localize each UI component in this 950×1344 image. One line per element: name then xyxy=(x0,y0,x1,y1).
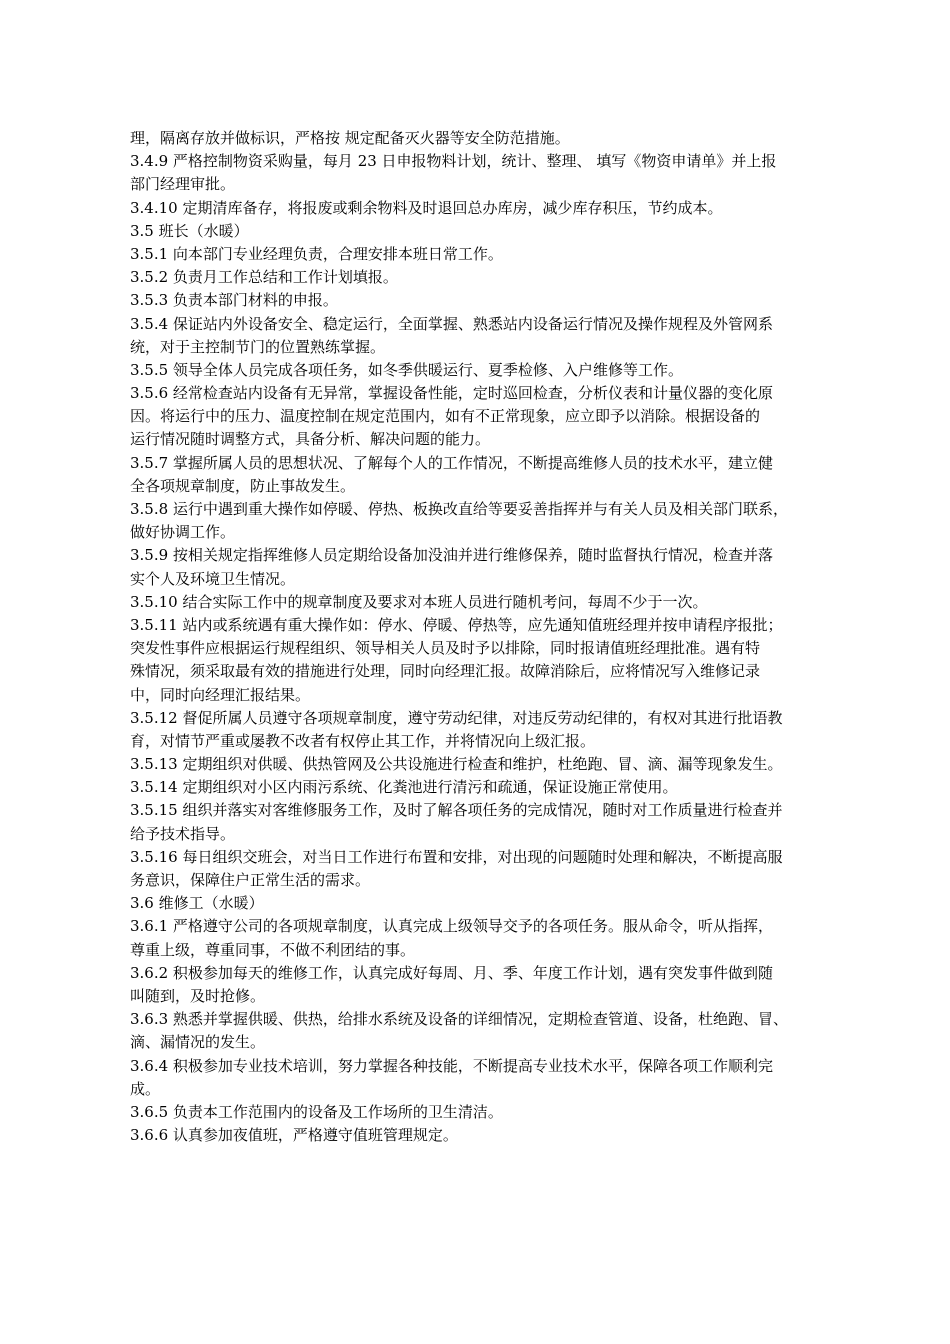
text-line: 运行情况随时调整方式，具备分析、解决问题的能力。 xyxy=(130,430,491,449)
text-line: 统，对于主控制节门的位置熟练掌握。 xyxy=(130,337,386,356)
text-line: 3.6.5 负责本工作范围内的设备及工作场所的卫生清洁。 xyxy=(130,1102,503,1121)
text-line: 3.5.14 定期组织对小区内雨污系统、化粪池进行清污和疏通，保证设施正常使用。 xyxy=(130,778,678,797)
text-line: 3.5 班长（水暖） xyxy=(130,221,249,240)
text-line: 实个人及环境卫生情况。 xyxy=(130,569,296,588)
text-line: 3.5.13 定期组织对供暖、供热管网及公共设施进行检查和维护，杜绝跑、冒、滴、漏等现象发生。 xyxy=(130,755,783,774)
text-line: 叫随到，及时抢修。 xyxy=(130,986,266,1005)
text-line: 做好协调工作。 xyxy=(130,523,236,542)
text-line: 3.5.5 领导全体人员完成各项任务，如冬季供暖运行、夏季检修、入户维修等工作。 xyxy=(130,360,683,379)
text-line: 3.4.10 定期清库备存，将报废或剩余物料及时退回总办库房，减少库存积压，节约成本。 xyxy=(130,198,723,217)
text-line: 因。将运行中的压力、温度控制在规定范围内，如有不正常现象，应立即予以消除。根据设备的 xyxy=(130,407,761,426)
text-line: 3.6.1 严格遵守公司的各项规章制度，认真完成上级领导交予的各项任务。服从命令，听从指挥， xyxy=(130,917,773,936)
text-line: 中，同时向经理汇报结果。 xyxy=(130,685,311,704)
text-line: 尊重上级，尊重同事，不做不利团结的事。 xyxy=(130,940,416,959)
text-line: 理，隔离存放并做标识，严格按 规定配备灭火器等安全防范措施。 xyxy=(130,129,570,147)
text-line: 3.6.6 认真参加夜值班，严格遵守值班管理规定。 xyxy=(130,1126,458,1145)
document-body xyxy=(130,127,860,1147)
text-line: 3.5.4 保证站内外设备安全、稳定运行，全面掌握、熟悉站内设备运行情况及操作规程及外管网系 xyxy=(130,314,773,333)
text-line: 3.5.3 负责本部门材料的申报。 xyxy=(130,291,338,310)
text-line: 突发性事件应根据运行规程组织、领导相关人员及时予以排除，同时报请值班经理批准。遇有特 xyxy=(130,639,761,658)
text-line: 3.5.8 运行中遇到重大操作如停暖、停热、板换改直给等要妥善指挥并与有关人员及相关部门联系， xyxy=(130,500,788,518)
text-line: 3.4.9 严格控制物资采购量，每月 23 日申报物料计划，统计、整理、 填写《物资申请单》并上报 xyxy=(130,152,777,171)
text-line: 3.5.1 向本部门专业经理负责，合理安排本班日常工作。 xyxy=(130,244,503,263)
text-line: 3.5.9 按相关规定指挥维修人员定期给设备加没油并进行维修保养，随时监督执行情况，检查并落 xyxy=(130,546,773,565)
text-line: 全各项规章制度，防止事故发生。 xyxy=(130,476,356,495)
text-line: 滴、漏情况的发生。 xyxy=(130,1033,266,1052)
text-line: 务意识，保障住户正常生活的需求。 xyxy=(130,871,371,889)
text-line: 3.5.12 督促所属人员遵守各项规章制度，遵守劳动纪律，对违反劳动纪律的，有权对其进行批语教 xyxy=(130,708,783,727)
text-line: 3.5.6 经常检查站内设备有无异常，掌握设备性能，定时巡回检查，分析仪表和计量仪器的变化原 xyxy=(130,384,773,403)
text-line: 3.6 维修工（水暖） xyxy=(130,894,264,913)
text-line: 3.6.2 积极参加每天的维修工作，认真完成好每周、月、季、年度工作计划，遇有突发事件做到随 xyxy=(130,963,773,982)
text-line: 3.6.4 积极参加专业技术培训，努力掌握各种技能，不断提高专业技术水平，保障各项工作顺利完 xyxy=(130,1056,773,1075)
text-line: 3.5.2 负责月工作总结和工作计划填报。 xyxy=(130,268,398,287)
text-line: 给予技术指导。 xyxy=(130,824,236,843)
text-line: 3.5.16 每日组织交班会，对当日工作进行布置和安排，对出现的问题随时处理和解决，不断提高服 xyxy=(130,847,783,866)
text-line: 3.5.10 结合实际工作中的规章制度及要求对本班人员进行随机考问，每周不少于一次。 xyxy=(130,592,708,611)
text-line: 殊情况，须采取最有效的措施进行处理，同时向经理汇报。故障消除后，应将情况写入维修记录 xyxy=(130,662,761,681)
text-line: 3.6.3 熟悉并掌握供暖、供热，给排水系统及设备的详细情况，定期检查管道、设备，杜绝跑、冒、 xyxy=(130,1010,788,1029)
text-line: 成。 xyxy=(130,1079,161,1098)
text-line: 3.5.7 掌握所属人员的思想状况、了解每个人的工作情况，不断提高维修人员的技术水平，建立健 xyxy=(130,453,773,472)
text-line: 3.5.11 站内或系统遇有重大操作如：停水、停暖、停热等，应先通知值班经理并按申请程序报批； xyxy=(130,615,783,634)
text-line: 部门经理审批。 xyxy=(130,175,236,194)
text-line: 育，对情节严重或屡教不改者有权停止其工作，并将情况向上级汇报。 xyxy=(130,731,596,750)
text-line: 3.5.15 组织并落实对客维修服务工作，及时了解各项任务的完成情况，随时对工作质量进行检查并 xyxy=(130,801,783,820)
